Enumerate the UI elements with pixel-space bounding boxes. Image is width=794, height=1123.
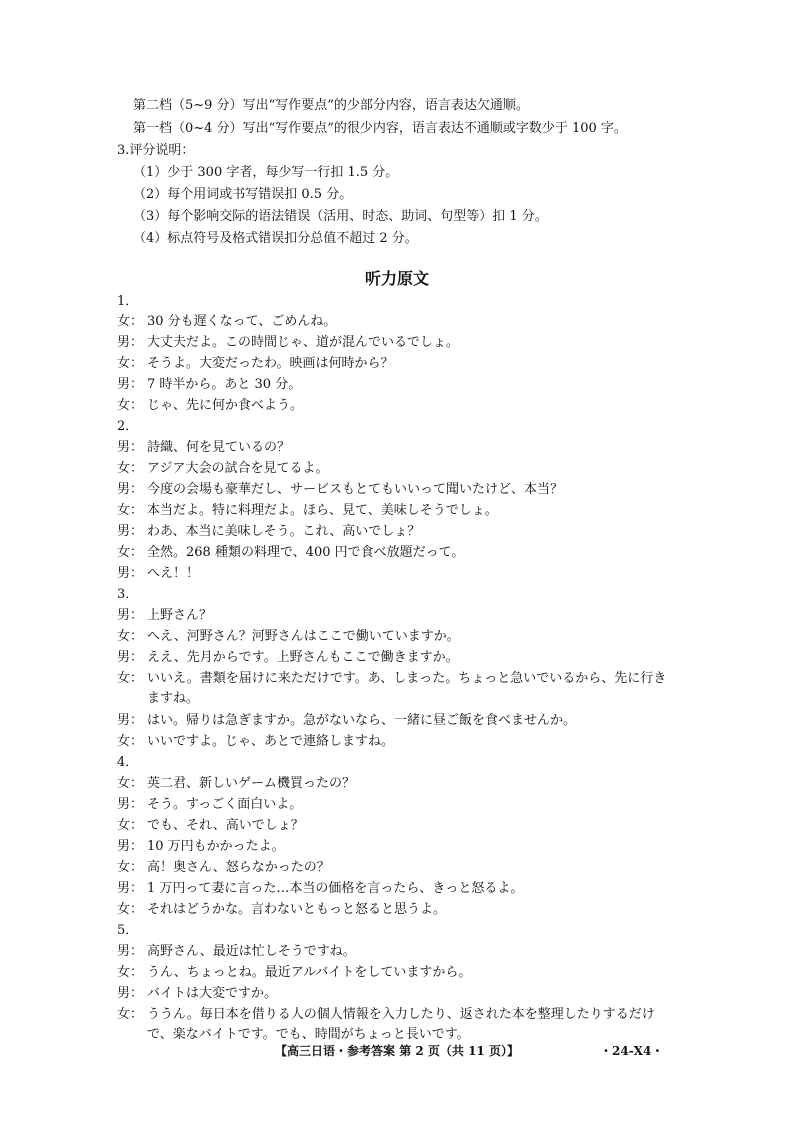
- footer-exam-code: ・24-X4・: [600, 1044, 664, 1058]
- dialogue-line: [117, 564, 677, 584]
- speaker-label: 女：: [117, 776, 144, 791]
- footer-page-info: 【高三日语・参考答案 第 2 页（共 11 页）】: [275, 1044, 519, 1058]
- speaker-label: 女：: [117, 503, 144, 518]
- dialogue-line: [117, 984, 677, 1004]
- utterance: 高！奥さん、怒らなかったの？: [147, 860, 330, 875]
- dialogue-line: [117, 732, 677, 752]
- dialogue-line: [117, 438, 677, 458]
- section-title: 听力原文: [364, 269, 429, 288]
- dialogue-line: [117, 375, 677, 395]
- dialogue-number: 3．: [117, 587, 139, 602]
- dialogue-line: [117, 606, 677, 626]
- dialogue-line: [117, 774, 677, 794]
- speaker-label: 男：: [117, 608, 144, 623]
- dialogue-line: [117, 942, 677, 962]
- speaker-label: 女：: [117, 818, 144, 833]
- speaker-label: 女：: [117, 398, 144, 413]
- dialogue-line: [117, 627, 677, 647]
- speaker-label: 女：: [117, 314, 144, 329]
- speaker-label: 女：: [117, 461, 144, 476]
- grading-rule-3: （3）每个影响交际的语法错误（活用、时态、助词、句型等）扣 1 分。: [133, 209, 548, 224]
- dialogue-line: [117, 900, 677, 920]
- speaker-label: 女：: [117, 860, 144, 875]
- utterance: 本当だよ。特に料理だよ。ほら、見て、美味しそうでしょ。: [147, 503, 498, 518]
- grading-section-heading: 3.评分说明：: [117, 143, 195, 158]
- speaker-label: 女：: [117, 671, 144, 686]
- utterance: うん、ちょっとね。最近アルバイトをしていますから。: [147, 965, 472, 980]
- utterance: 高野さん、最近は忙しそうですね。: [147, 944, 356, 959]
- dialogue-line: [117, 1005, 677, 1047]
- utterance: ええ、先月からです。上野さんもここで働きますか。: [147, 650, 459, 665]
- dialogue-line: [117, 816, 677, 836]
- speaker-label: 男：: [117, 440, 144, 455]
- speaker-label: 女：: [117, 356, 144, 371]
- grading-rule-2: （2）每个用词或书写错误扣 0.5 分。: [133, 187, 353, 202]
- speaker-label: 女：: [117, 734, 144, 749]
- speaker-label: 男：: [117, 839, 144, 854]
- dialogue-line: [117, 711, 677, 731]
- utterance: 1 万円って妻に言った…本当の価格を言ったら、きっと怒るよ。: [147, 881, 524, 896]
- speaker-label: 男：: [117, 482, 144, 497]
- dialogue-line: [117, 963, 677, 983]
- speaker-label: 男：: [117, 524, 144, 539]
- speaker-label: 男：: [117, 377, 144, 392]
- speaker-label: 女：: [117, 629, 144, 644]
- dialogue-line: [117, 354, 677, 374]
- dialogue-line: [117, 837, 677, 857]
- utterance: 詩織、何を見ているの？: [147, 440, 291, 455]
- utterance: へえ、河野さん？河野さんはここで働いていますか。: [147, 629, 460, 644]
- utterance: はい。帰りは急ぎますか。急がないなら、一緒に昼ご飯を食べませんか。: [147, 713, 577, 728]
- speaker-label: 男：: [117, 797, 144, 812]
- utterance: そう。すっごく面白いよ。: [147, 797, 303, 812]
- speaker-label: 女：: [117, 1007, 144, 1022]
- utterance: 大丈夫だよ。この時間じゃ、道が混んでいるでしょ。: [147, 335, 459, 350]
- utterance: それはどうかな。言わないともっと怒ると思うよ。: [147, 902, 447, 917]
- dialogue-line: [117, 879, 677, 899]
- speaker-label: 女：: [117, 902, 144, 917]
- dialogue-line: [117, 501, 677, 521]
- utterance: アジア大会の試合を見てるよ。: [147, 461, 329, 476]
- utterance: 上野さん？: [147, 608, 213, 623]
- dialogue-number: 2．: [117, 419, 139, 434]
- grading-rule-4: （4）标点符号及格式错误扣分总值不超过 2 分。: [133, 231, 418, 246]
- utterance: ううん。毎日本を借りる人の個人情報を入力したり、返された本を整理したりするだけで、楽なバイトです。でも、時間がちょっと長いです。: [147, 1007, 655, 1042]
- speaker-label: 女：: [117, 545, 144, 560]
- dialogue-line: [117, 858, 677, 878]
- dialogue-line: [117, 543, 677, 563]
- dialogue-line: [117, 669, 677, 711]
- utterance: 30 分も遅くなって、ごめんね。: [147, 314, 337, 329]
- speaker-label: 男：: [117, 566, 144, 581]
- dialogue-line: [117, 396, 677, 416]
- dialogue-number: 4．: [117, 755, 139, 770]
- dialogue-number: 5．: [117, 923, 139, 938]
- speaker-label: 男：: [117, 335, 144, 350]
- dialogue-line: [117, 312, 677, 332]
- speaker-label: 女：: [117, 965, 144, 980]
- speaker-label: 男：: [117, 650, 144, 665]
- dialogue-line: [117, 333, 677, 353]
- dialogue-number: 1．: [117, 294, 139, 309]
- utterance: でも、それ、高いでしょ？: [147, 818, 304, 833]
- dialogue-line: [117, 648, 677, 668]
- speaker-label: 男：: [117, 713, 144, 728]
- grading-tier2: 第二档（5~9 分）写出“写作要点”的少部分内容，语言表达欠通顺。: [133, 98, 529, 113]
- grading-rule-1: （1）少于 300 字者，每少写一行扣 1.5 分。: [133, 165, 399, 180]
- dialogue-line: [117, 459, 677, 479]
- utterance: バイトは大変ですか。: [147, 986, 278, 1001]
- speaker-label: 男：: [117, 881, 144, 896]
- utterance: へえ！！: [147, 566, 200, 581]
- utterance: 今度の会場も豪華だし、サービスもとてもいいって聞いたけど、本当？: [147, 482, 564, 497]
- utterance: 全然。268 種類の料理で、400 円で食べ放題だって。: [147, 545, 465, 560]
- utterance: じゃ、先に何か食べよう。: [147, 398, 304, 413]
- dialogue-line: [117, 480, 677, 500]
- utterance: 英二君、新しいゲーム機買ったの？: [147, 776, 356, 791]
- utterance: 10 万円もかかったよ。: [147, 839, 285, 854]
- utterance: 7 時半から。あと 30 分。: [147, 377, 302, 392]
- grading-tier1: 第一档（0~4 分）写出“写作要点”的很少内容，语言表达不通顺或字数少于 100 字。: [133, 121, 627, 136]
- dialogue-line: [117, 795, 677, 815]
- utterance: いいえ。書類を届けに来ただけです。あ、しまった。ちょっと急いでいるから、先に行きますね。: [147, 671, 667, 706]
- utterance: いいですよ。じゃ、あとで連絡しますね。: [147, 734, 395, 749]
- speaker-label: 男：: [117, 944, 144, 959]
- utterance: そうよ。大変だったわ。映画は何時から？: [147, 356, 394, 371]
- speaker-label: 男：: [117, 986, 144, 1001]
- utterance: わあ、本当に美味しそう。これ、高いでしょ？: [147, 524, 421, 539]
- dialogue-line: [117, 522, 677, 542]
